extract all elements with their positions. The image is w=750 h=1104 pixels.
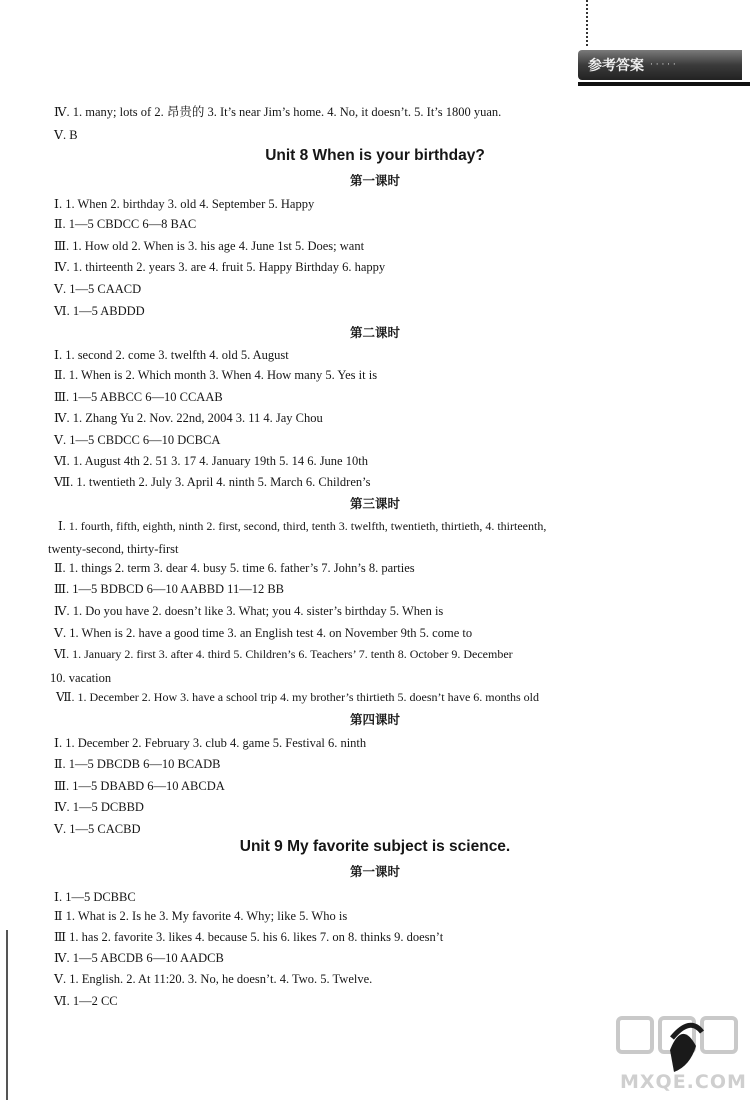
answer-line: Ⅱ. 1—5 CBDCC 6—8 BAC (54, 217, 197, 231)
lesson-heading: 第三课时 (349, 496, 400, 511)
lesson-heading: 第四课时 (349, 712, 400, 727)
answer-line: Ⅶ. 1. December 2. How 3. have a school trip 4. my brother’s thirtieth 5. doesn’t have 6. months old (56, 690, 539, 704)
answer-line: Ⅵ. 1. August 4th 2. 51 3. 17 4. January 19th 5. 14 6. June 10th (54, 454, 368, 468)
answer-line: Ⅳ. 1. Do you have 2. doesn’t like 3. What; you 4. sister’s birthday 5. When is (54, 604, 444, 618)
answer-line: Ⅵ. 1—2 CC (54, 994, 118, 1008)
answer-line: Ⅰ. 1. December 2. February 3. club 4. game 5. Festival 6. ninth (54, 736, 367, 750)
svg-text:MXQE.COM: MXQE.COM (620, 1071, 747, 1093)
answer-line: Ⅲ 1. has 2. favorite 3. likes 4. because 5. his 6. likes 7. on 8. thinks 9. doesn’t (54, 930, 444, 944)
answer-line: Ⅲ. 1—5 BDBCD 6—10 AABBD 11—12 BB (54, 582, 285, 596)
answer-line: Ⅰ. 1. second 2. come 3. twelfth 4. old 5. August (54, 348, 289, 362)
answer-line: Ⅳ. 1—5 DCBBD (54, 800, 144, 814)
lesson-heading: 第一课时 (349, 173, 400, 188)
answer-line: Ⅶ. 1. twentieth 2. July 3. April 4. ninth 5. March 6. Children’s (54, 475, 371, 489)
answer-line: Ⅵ. 1. January 2. first 3. after 4. third 5. Children’s 6. Teachers’ 7. tenth 8. October 9. December (54, 647, 513, 661)
binding-edge-line (6, 930, 8, 1100)
answer-line: Ⅵ. 1—5 ABDDD (54, 304, 145, 318)
header-rule (578, 82, 750, 86)
answer-line: Ⅰ. 1. fourth, fifth, eighth, ninth 2. first, second, third, tenth 3. twelfth, twentieth, thirtieth, 4. thirteenth, (58, 519, 547, 533)
answer-line-continued: 10. vacation (50, 671, 112, 685)
answer-line: Ⅴ. 1. English. 2. At 11:20. 3. No, he doesn’t. 4. Two. 5. Twelve. (54, 972, 373, 986)
header-tab-label: 参考答案 (588, 58, 644, 74)
header-dotted-line (586, 0, 588, 46)
answer-line: Ⅱ. 1. things 2. term 3. dear 4. busy 5. time 6. father’s 7. John’s 8. parties (54, 561, 415, 575)
answer-line: Ⅳ. 1—5 ABCDB 6—10 AADCB (54, 951, 224, 965)
answer-line: Ⅰ. 1—5 DCBBC (54, 890, 136, 904)
lesson-heading: 第一课时 (349, 864, 400, 879)
answer-key-header-tab (578, 50, 742, 80)
answer-line: Ⅴ. 1—5 CACBD (54, 822, 141, 836)
answer-line: Ⅱ. 1—5 DBCDB 6—10 BCADB (54, 757, 221, 771)
unit-9-heading: Unit 9 My favorite subject is science. (239, 838, 511, 855)
answer-line: Ⅴ. 1—5 CBDCC 6—10 DCBCA (54, 433, 221, 447)
header-tab-sub: · · · · · (650, 60, 676, 70)
unit-8-heading: Unit 8 When is your birthday? (265, 147, 485, 164)
answer-line: Ⅳ. 1. Zhang Yu 2. Nov. 22nd, 2004 3. 11 4. Jay Chou (54, 411, 323, 425)
answer-line: Ⅱ. 1. When is 2. Which month 3. When 4. How many 5. Yes it is (54, 368, 378, 382)
watermark-logo (612, 1010, 747, 1100)
answer-line: Ⅲ. 1—5 ABBCC 6—10 CCAAB (54, 390, 223, 404)
answer-line: Ⅳ. 1. many; lots of 2. 昂贵的 3. It’s near Jim’s home. 4. No, it doesn’t. 5. It’s 1800 yuan. (54, 105, 502, 119)
answer-line: Ⅳ. 1. thirteenth 2. years 3. are 4. fruit 5. Happy Birthday 6. happy (54, 260, 386, 274)
answer-line: Ⅲ. 1—5 DBABD 6—10 ABCDA (54, 779, 225, 793)
answer-line: Ⅲ. 1. How old 2. When is 3. his age 4. June 1st 5. Does; want (54, 239, 365, 253)
lesson-heading: 第二课时 (349, 325, 400, 340)
answer-line: Ⅴ. 1. When is 2. have a good time 3. an English test 4. on November 9th 5. come to (54, 626, 473, 640)
answer-line: Ⅴ. 1—5 CAACD (54, 282, 142, 296)
answer-line: Ⅰ. 1. When 2. birthday 3. old 4. September 5. Happy (54, 197, 315, 211)
answer-line-continued: twenty-second, thirty-first (48, 542, 179, 556)
answer-line: Ⅱ 1. What is 2. Is he 3. My favorite 4. Why; like 5. Who is (54, 909, 348, 923)
answer-line: Ⅴ. B (54, 128, 78, 142)
